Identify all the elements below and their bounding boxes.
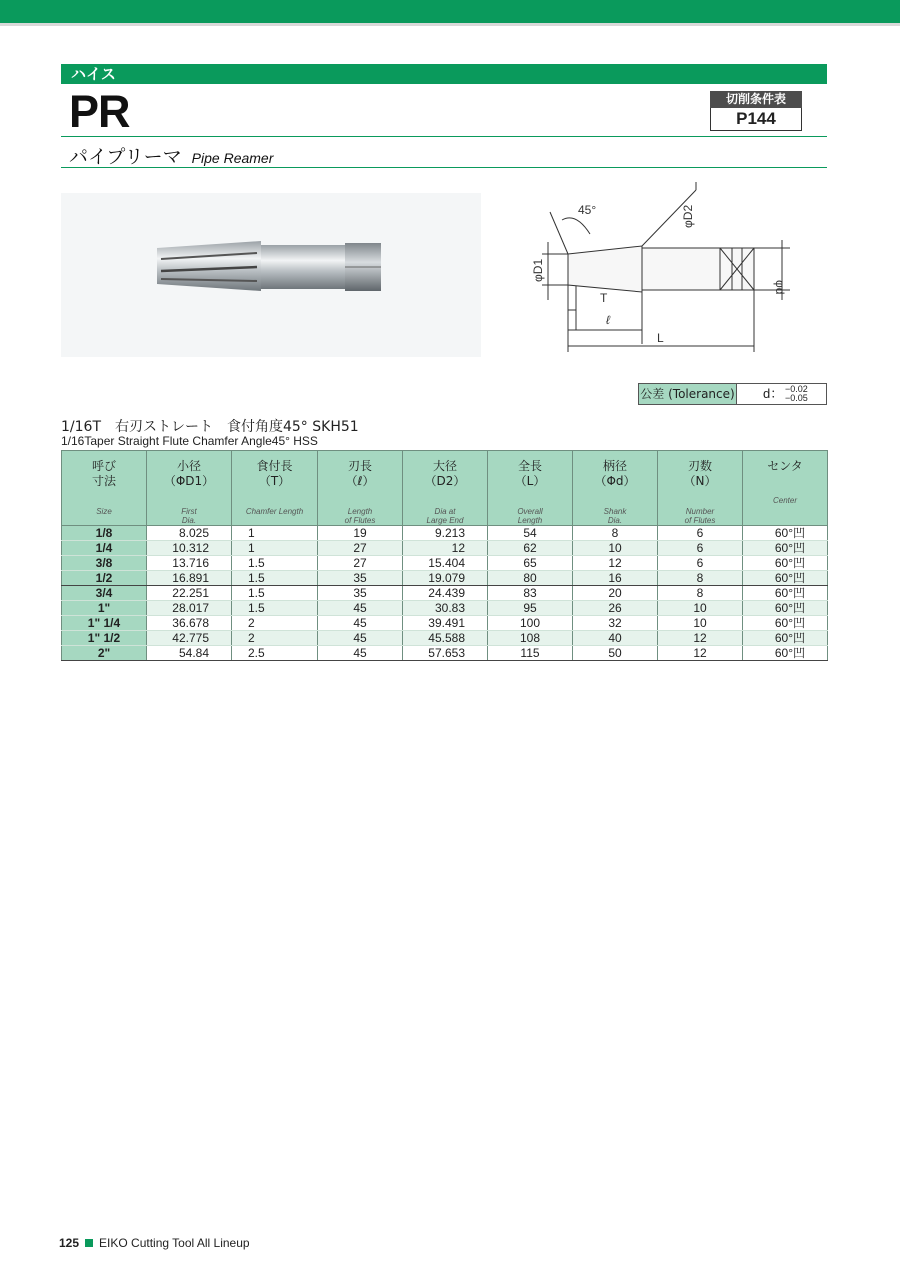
spec-line-en: 1/16Taper Straight Flute Chamfer Angle45° HSS — [61, 434, 318, 448]
table-cell: 19.079 — [403, 571, 488, 586]
table-cell: 1.5 — [232, 586, 318, 601]
column-header-jp: 刃長 — [347, 459, 372, 473]
column-header — [488, 451, 573, 526]
size-cell: 1" 1/4 — [62, 616, 147, 631]
tolerance-value — [737, 384, 826, 404]
table-cell: 39.491 — [403, 616, 488, 631]
column-header — [573, 451, 658, 526]
table-cell: 2 — [232, 616, 318, 631]
size-cell: 1" — [62, 601, 147, 616]
l-total-label: L — [657, 331, 664, 345]
table-cell: 50 — [573, 646, 658, 661]
table-cell: 27 — [318, 541, 403, 556]
tolerance-label: 公差 (Tolerance) — [639, 384, 737, 404]
column-header-en: Number of Flutes — [684, 507, 716, 525]
table-cell: 115 — [488, 646, 573, 661]
table-cell: 12 — [403, 541, 488, 556]
table-cell: 35 — [318, 571, 403, 586]
column-header-symbol: （N） — [683, 474, 717, 488]
size-cell: 3/4 — [62, 586, 147, 601]
d2-label: φD2 — [681, 204, 695, 228]
cutting-conditions-box[interactable] — [710, 91, 802, 131]
spec-line-jp: 1/16T 右刃ストレート 食付角度45° SKH51 — [61, 419, 359, 435]
divider — [61, 167, 827, 168]
category-label: ハイス — [71, 65, 116, 83]
table-row — [62, 556, 828, 571]
table-cell: 54 — [488, 526, 573, 541]
column-header-jp: センタ — [767, 459, 803, 473]
table-cell: 15.404 — [403, 556, 488, 571]
size-cell: 1/2 — [62, 571, 147, 586]
cutting-conditions-page[interactable]: P144 — [710, 108, 802, 131]
column-header-jp: 刃数 — [687, 459, 712, 473]
reamer-image — [61, 193, 481, 357]
table-cell: 6 — [658, 556, 743, 571]
column-header-jp: 食付長 — [256, 459, 293, 473]
tolerance-param: d： — [763, 386, 784, 401]
table-cell: 62 — [488, 541, 573, 556]
size-cell: 1/8 — [62, 526, 147, 541]
angle-label: 45° — [578, 203, 597, 217]
size-cell: 3/8 — [62, 556, 147, 571]
table-cell: 60°凹 — [743, 646, 828, 661]
green-square-icon — [85, 1239, 93, 1247]
table-cell: 28.017 — [147, 601, 232, 616]
table-row — [62, 631, 828, 646]
d1-label: φD1 — [531, 258, 545, 282]
table-cell: 19 — [318, 526, 403, 541]
table-cell: 60°凹 — [743, 586, 828, 601]
table-cell: 57.653 — [403, 646, 488, 661]
table-row — [62, 571, 828, 586]
table-cell: 8 — [658, 586, 743, 601]
table-cell: 45 — [318, 616, 403, 631]
table-cell: 45.588 — [403, 631, 488, 646]
product-code: PR — [69, 86, 130, 137]
table-row — [62, 616, 828, 631]
column-header-jp: 全長 — [517, 459, 542, 473]
table-cell: 36.678 — [147, 616, 232, 631]
table-row — [62, 601, 828, 616]
table-cell: 1 — [232, 526, 318, 541]
column-header-symbol: （T） — [258, 474, 291, 488]
table-cell: 60°凹 — [743, 616, 828, 631]
table-cell: 6 — [658, 541, 743, 556]
page-number: 125 — [59, 1236, 80, 1250]
table-cell: 10 — [658, 616, 743, 631]
table-cell: 12 — [658, 646, 743, 661]
tolerance-lower: −0.05 — [785, 393, 808, 403]
size-cell: 1" 1/2 — [62, 631, 147, 646]
table-cell: 2 — [232, 631, 318, 646]
table-cell: 60°凹 — [743, 526, 828, 541]
table-cell: 95 — [488, 601, 573, 616]
column-header-symbol: （L） — [514, 474, 546, 488]
table-cell: 6 — [658, 526, 743, 541]
table-cell: 54.84 — [147, 646, 232, 661]
column-header-en: Overall Length — [517, 507, 543, 525]
table-cell: 10 — [658, 601, 743, 616]
product-name — [69, 142, 273, 169]
table-row — [62, 646, 828, 661]
table-row — [62, 541, 828, 556]
table-cell: 60°凹 — [743, 631, 828, 646]
table-cell: 60°凹 — [743, 541, 828, 556]
table-cell: 45 — [318, 601, 403, 616]
column-header-jp: 大径 — [432, 459, 457, 473]
table-cell: 24.439 — [403, 586, 488, 601]
table-cell: 16 — [573, 571, 658, 586]
tolerance-box — [638, 383, 827, 405]
column-header-en: First Dia. — [181, 507, 197, 525]
divider — [61, 136, 827, 137]
table-cell: 60°凹 — [743, 601, 828, 616]
table-row — [62, 526, 828, 541]
table-cell: 12 — [658, 631, 743, 646]
top-band — [0, 0, 900, 26]
column-header-en: Length of Flutes — [344, 507, 376, 525]
table-row — [62, 586, 828, 601]
product-name-en: Pipe Reamer — [191, 150, 274, 166]
table-cell: 45 — [318, 631, 403, 646]
t-label: T — [600, 291, 608, 305]
column-header-en: Chamfer Length — [245, 507, 304, 516]
column-header — [318, 451, 403, 526]
table-cell: 1 — [232, 541, 318, 556]
table-cell: 20 — [573, 586, 658, 601]
table-cell: 80 — [488, 571, 573, 586]
table-cell: 32 — [573, 616, 658, 631]
tolerance-upper: −0.02 — [785, 384, 808, 394]
table-cell: 2.5 — [232, 646, 318, 661]
column-header-jp: 小径 — [176, 459, 201, 473]
table-cell: 1.5 — [232, 601, 318, 616]
table-cell: 16.891 — [147, 571, 232, 586]
table-cell: 12 — [573, 556, 658, 571]
category-bar — [61, 64, 827, 84]
table-cell: 8.025 — [147, 526, 232, 541]
product-name-jp: パイプリーマ — [69, 146, 182, 168]
column-header-jp: 呼び 寸法 — [91, 459, 116, 488]
footer — [59, 1236, 250, 1250]
column-header-symbol: （Φd） — [594, 474, 636, 488]
column-header-en: Center — [772, 496, 797, 505]
column-header — [743, 451, 828, 526]
column-header-symbol: （ΦD1） — [163, 474, 215, 488]
size-cell: 1/4 — [62, 541, 147, 556]
table-cell: 60°凹 — [743, 571, 828, 586]
column-header — [147, 451, 232, 526]
table-cell: 42.775 — [147, 631, 232, 646]
column-header-en: Dia at Large End — [426, 507, 464, 525]
table-cell: 27 — [318, 556, 403, 571]
table-cell: 30.83 — [403, 601, 488, 616]
column-header-en: Size — [96, 507, 112, 516]
column-header-jp: 柄径 — [602, 459, 627, 473]
table-cell: 83 — [488, 586, 573, 601]
table-cell: 22.251 — [147, 586, 232, 601]
table-cell: 100 — [488, 616, 573, 631]
table-cell: 40 — [573, 631, 658, 646]
cutting-conditions-label: 切削条件表 — [710, 91, 802, 108]
table-cell: 65 — [488, 556, 573, 571]
table-cell: 35 — [318, 586, 403, 601]
d-label: φd — [773, 280, 787, 295]
footer-text: EIKO Cutting Tool All Lineup — [99, 1236, 250, 1250]
l-small-label: ℓ — [606, 313, 610, 327]
table-cell: 10.312 — [147, 541, 232, 556]
column-header-symbol: （ℓ） — [345, 474, 375, 488]
table-cell: 26 — [573, 601, 658, 616]
table-cell: 8 — [658, 571, 743, 586]
size-cell: 2" — [62, 646, 147, 661]
technical-drawing — [520, 182, 820, 357]
table-cell: 8 — [573, 526, 658, 541]
table-header-row — [62, 451, 828, 526]
column-header — [62, 451, 147, 526]
table-cell: 45 — [318, 646, 403, 661]
column-header — [403, 451, 488, 526]
column-header — [658, 451, 743, 526]
table-cell: 60°凹 — [743, 556, 828, 571]
table-cell: 108 — [488, 631, 573, 646]
table-cell: 13.716 — [147, 556, 232, 571]
table-cell: 1.5 — [232, 571, 318, 586]
table-cell: 9.213 — [403, 526, 488, 541]
column-header-symbol: （D2） — [424, 474, 466, 488]
product-photo — [61, 193, 481, 357]
column-header — [232, 451, 318, 526]
column-header-en: Shank Dia. — [603, 507, 627, 525]
table-cell: 1.5 — [232, 556, 318, 571]
table-cell: 10 — [573, 541, 658, 556]
spec-table — [61, 450, 828, 661]
